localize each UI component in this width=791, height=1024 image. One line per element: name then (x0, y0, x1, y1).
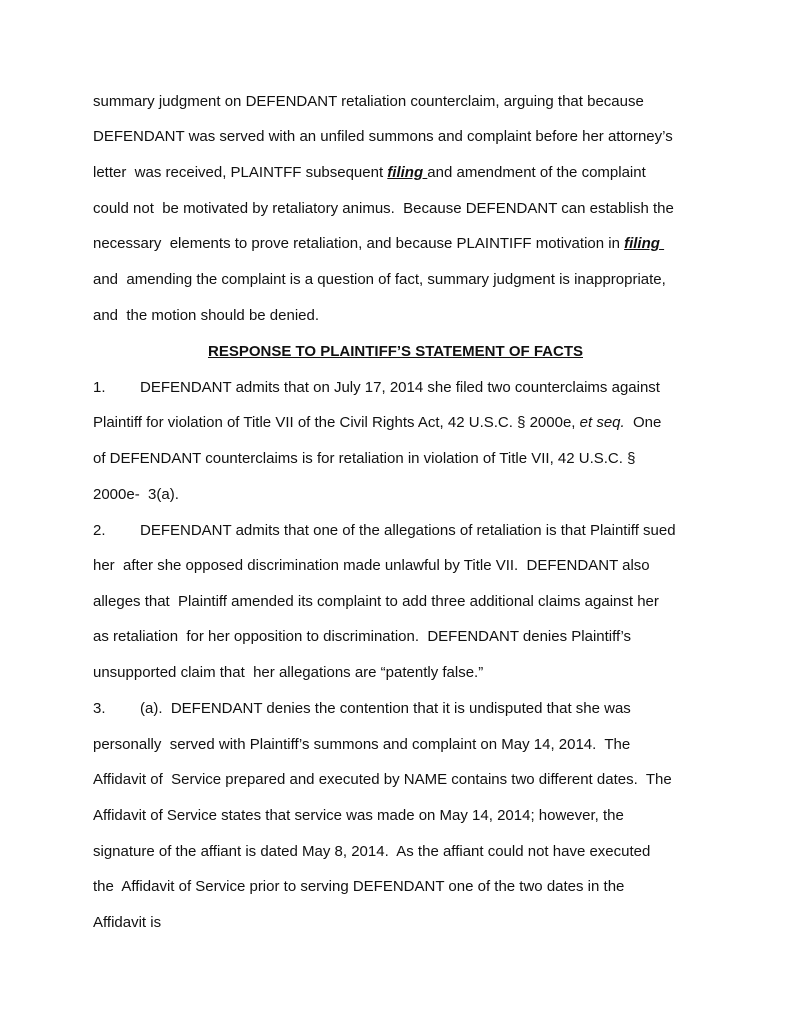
paragraph-3-text: (a). DEFENDANT denies the contention that it is undisputed that she was (140, 700, 631, 717)
paragraph-1-line-2-text-a: Plaintiff for violation of Title VII of the Civil Rights Act, 42 U.S.C. § 2000e, (93, 414, 580, 431)
italic-et-seq: et seq. (579, 414, 625, 431)
paragraph-number: 1. (93, 379, 106, 396)
paragraph-2-line-2: her after she opposed discrimination made unlawful by Title VII. DEFENDANT also (93, 557, 650, 574)
paragraph-1-line-4: 2000e- 3(a). (93, 486, 179, 503)
paragraph-2-line-3: alleges that Plaintiff amended its complaint to add three additional claims against her (93, 593, 659, 610)
paragraph-1-text: DEFENDANT admits that on July 17, 2014 she filed two counterclaims against (140, 379, 660, 396)
paragraph-3-line-2: personally served with Plaintiff’s summons and complaint on May 14, 2014. The (93, 736, 631, 753)
intro-line-4: could not be motivated by retaliatory animus. Because DEFENDANT can establish the (93, 200, 674, 217)
paragraph-2-line-5: unsupported claim that her allegations are “patently false.” (93, 664, 484, 681)
section-heading: RESPONSE TO PLAINTIFF’S STATEMENT OF FACTS (207, 343, 583, 360)
paragraph-3-line-4: Affidavit of Service states that service was made on May 14, 2014; however, the (93, 807, 624, 824)
paragraph-number: 2. (93, 522, 106, 539)
intro-line-3 (93, 164, 646, 182)
intro-line-2: DEFENDANT was served with an unfiled summons and complaint before her attorney’s (93, 128, 673, 145)
paragraph-3-line-7: Affidavit is (93, 914, 162, 931)
paragraph-1-line-3: of DEFENDANT counterclaims is for retaliation in violation of Title VII, 42 U.S.C. § (93, 450, 636, 467)
paragraph-2-line-1 (93, 522, 676, 540)
emphasized-filing: filing (624, 235, 665, 252)
paragraph-number: 3. (93, 700, 106, 717)
intro-line-5 (93, 235, 664, 253)
intro-line-3-text-a: letter was received, PLAINTFF subsequent (93, 164, 388, 181)
intro-line-5-text-a: necessary elements to prove retaliation, and because PLAINTIFF motivation in (93, 235, 625, 252)
intro-line-3-text-b: and amendment of the complaint (427, 164, 646, 181)
paragraph-1-line-2 (93, 414, 661, 432)
intro-line-1: summary judgment on DEFENDANT retaliation counterclaim, arguing that because (93, 93, 644, 110)
paragraph-2-text: DEFENDANT admits that one of the allegations of retaliation is that Plaintiff sued (140, 522, 676, 539)
paragraph-2-line-4: as retaliation for her opposition to discrimination. DEFENDANT denies Plaintiff’s (93, 628, 632, 645)
paragraph-3-line-3: Affidavit of Service prepared and executed by NAME contains two different dates. The (93, 771, 672, 788)
emphasized-filing: filing (387, 164, 428, 181)
intro-line-6: and amending the complaint is a question of fact, summary judgment is inappropriate, (93, 271, 666, 288)
paragraph-3-line-5: signature of the affiant is dated May 8, 2014. As the affiant could not have executed (93, 843, 651, 860)
paragraph-1-line-1 (93, 379, 660, 397)
paragraph-3-line-1 (93, 700, 631, 718)
intro-line-7: and the motion should be denied. (93, 307, 320, 324)
paragraph-1-line-2-text-b: One (624, 414, 662, 431)
paragraph-3-line-6: the Affidavit of Service prior to serving DEFENDANT one of the two dates in the (93, 878, 625, 895)
